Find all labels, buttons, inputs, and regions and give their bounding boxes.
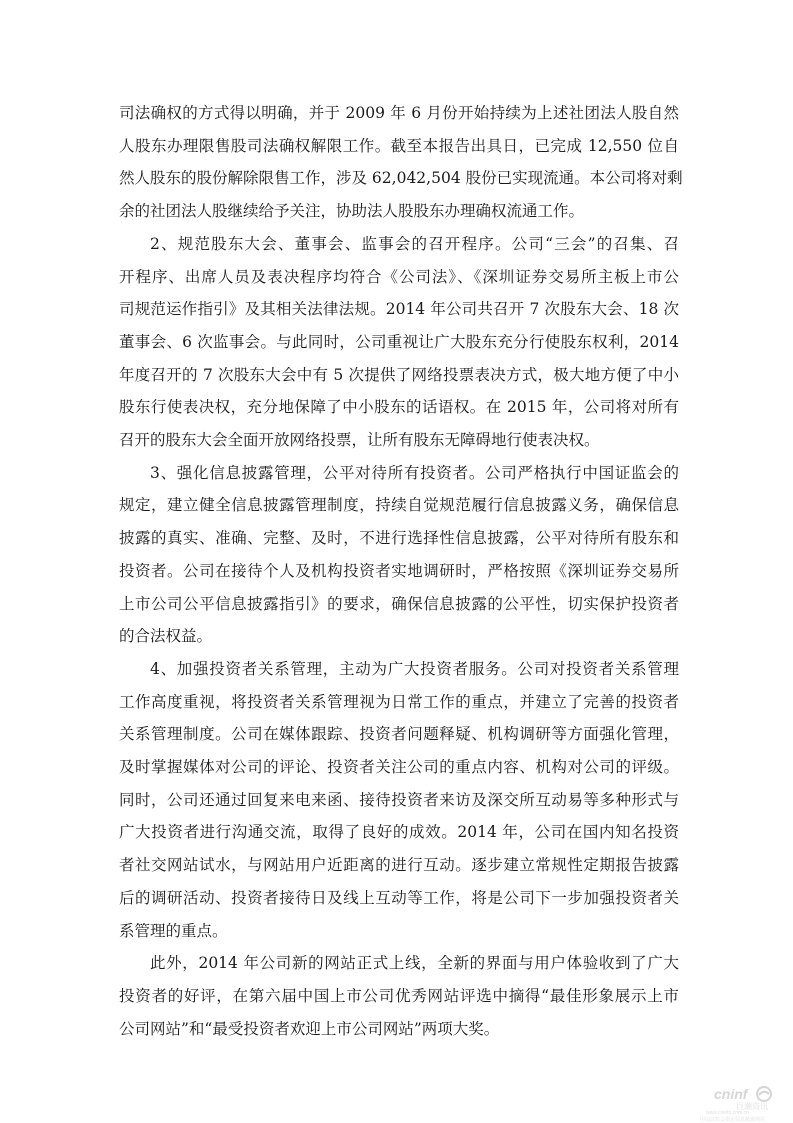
paragraph — [119, 653, 679, 947]
text-line: 广大投资者进行沟通交流，取得了良好的成效。2014 年，公司在国内知名投资 — [119, 823, 679, 842]
text-line: 3、强化信息披露管理，公平对待所有投资者。公司严格执行中国证监会的 — [150, 463, 679, 482]
watermark-url: www.cninfo.com.cn — [706, 1110, 749, 1116]
watermark-brand: cninf — [714, 1086, 748, 1102]
text-line: 关系管理制度。公司在媒体跟踪、投资者问题释疑、机构调研等方面强化管理， — [119, 725, 679, 744]
text-line: 司法确权的方式得以明确，并于 2009 年 6 月份开始持续为上述社团法人股自然 — [119, 104, 679, 122]
watermark-subtitle: 中国证监会指定信息披露网站 — [700, 1117, 766, 1123]
text-line: 规定，建立健全信息披露管理制度，持续自觉规范履行信息披露义务，确保信息 — [119, 496, 679, 515]
text-line: 董事会、6 次监事会。与此同时，公司重视让广大股东充分行使股东权利，2014 — [119, 332, 679, 351]
text-line: 同时，公司还通过回复来电来函、接待投资者来访及深交所互动易等多种形式与 — [119, 790, 679, 809]
text-line: 者社交网站试水，与网站用户近距离的进行互动。逐步建立常规性定期报告披露 — [119, 856, 679, 875]
text-line: 公司网站”和“最受投资者欢迎上市公司网站”两项大奖。 — [119, 1019, 500, 1038]
watermark-cn-name: 巨潮资讯 — [736, 1102, 768, 1111]
text-line: 的合法权益。 — [119, 627, 213, 646]
text-line: 投资者的好评，在第六届中国上市公司优秀网站评选中摘得“最佳形象展示上市 — [119, 986, 679, 1005]
text-line: 后的调研活动、投资者接待日及线上互动等工作，将是公司下一步加强投资者关 — [119, 888, 679, 907]
text-line: 4、加强投资者关系管理，主动为广大投资者服务。公司对投资者关系管理 — [150, 659, 679, 678]
text-line: 上市公司公平信息披露指引》的要求，确保信息披露的公平性，切实保护投资者 — [119, 594, 679, 613]
paragraph — [119, 228, 679, 457]
text-line: 此外，2014 年公司新的网站正式上线，全新的界面与用户体验收到了广大 — [150, 954, 679, 973]
cninfo-watermark — [700, 1086, 780, 1122]
text-line: 然人股东的股份解除限售工作，涉及 62,042,504 股份已实现流通。本公司将对剩 — [119, 169, 683, 188]
paragraph — [119, 457, 679, 653]
text-line: 开程序、出席人员及表决程序均符合《公司法》、《深圳证券交易所主板上市公 — [119, 267, 679, 286]
text-line: 投资者。公司在接待个人及机构投资者实地调研时，严格按照《深圳证券交易所 — [119, 561, 679, 580]
text-line: 披露的真实、准确、完整、及时，不进行选择性信息披露，公平对待所有股东和 — [119, 529, 679, 548]
cninfo-swirl-icon — [756, 1086, 772, 1102]
body-text — [119, 97, 683, 1045]
text-line: 系管理的重点。 — [119, 921, 228, 940]
text-line: 余的社团法人股继续给予关注，协助法人股股东办理确权流通工作。 — [119, 202, 585, 221]
text-line: 司规范运作指引》及其相关法律法规。2014 年公司共召开 7 次股东大会、18 次 — [119, 300, 679, 319]
text-line: 召开的股东大会全面开放网络投票，让所有股东无障碍地行使表决权。 — [119, 431, 600, 450]
paragraph — [119, 97, 683, 228]
text-line: 股东行使表决权，充分地保障了中小股东的话语权。在 2015 年，公司将对所有 — [119, 398, 679, 417]
text-line: 及时掌握媒体对公司的评论、投资者关注公司的重点内容、机构对公司的评级。 — [119, 758, 679, 777]
text-line: 2、规范股东大会、董事会、监事会的召开程序。公司“三会”的召集、召 — [150, 234, 679, 253]
text-line: 年度召开的 7 次股东大会中有 5 次提供了网络投票表决方式，极大地方便了中小 — [119, 365, 679, 384]
text-line: 工作高度重视，将投资者关系管理视为日常工作的重点，并建立了完善的投资者 — [119, 692, 679, 711]
text-line: 人股东办理限售股司法确权解限工作。截至本报告出具日，已完成 12,550 位自 — [119, 136, 679, 155]
paragraph — [119, 947, 679, 1045]
